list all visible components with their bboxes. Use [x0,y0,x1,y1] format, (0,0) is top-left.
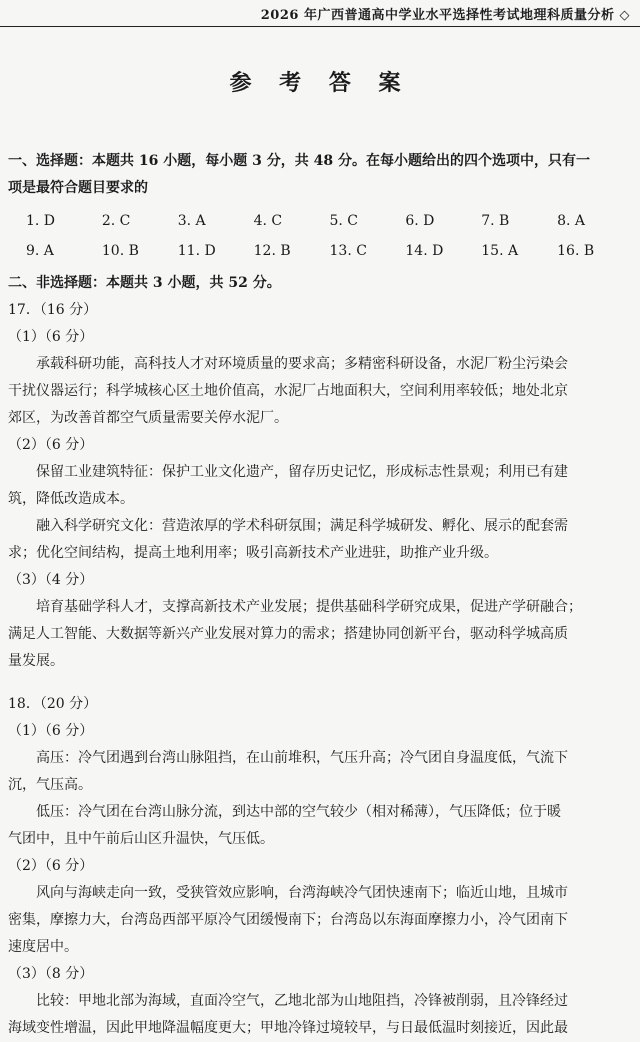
answer-14: 14. D [405,243,444,259]
answer-7: 7. B [481,213,510,229]
answer-4: 4. C [253,213,283,229]
q17-2-text: 保留工业建筑特征：保护工业文化遗产，留存历史记忆，形成标志性景观；利用已有建 [36,464,568,480]
q18-1-text: 沉，气压高。 [8,777,92,793]
answer-body [8,148,633,1042]
q17-3-title: （3）（4 分） [8,572,94,588]
q17-1-text: 承载科研功能，高科技人才对环境质量的要求高；多精密科研设备，水泥厂粉尘污染会 [36,356,568,372]
q17-2-title: （2）（6 分） [8,437,94,453]
q18-1-text: 低压：冷气团在台湾山脉分流，到达中部的空气较少（相对稀薄），气压降低；位于暖 [36,804,561,820]
answer-8: 8. A [557,213,586,229]
answer-3: 3. A [177,213,206,229]
page-title: 参 考 答 案 [229,70,411,96]
part1-heading-cont: 项是最符合题目要求的 [8,180,148,196]
answer-1: 1. D [26,213,56,229]
answer-5: 5. C [329,213,359,229]
q18-2-text: 风向与海峡走向一致，受狭管效应影响，台湾海峡冷气团快速南下；临近山地，且城市 [36,885,568,901]
part1-heading: 一、选择题：本题共 16 小题，每小题 3 分，共 48 分。在每小题给出的四个选项中，只有一 [8,153,590,169]
choice-answers [8,206,633,266]
answer-16: 16. B [557,243,595,259]
answer-15: 15. A [481,243,519,259]
answer-2: 2. C [101,213,131,229]
answer-11: 11. D [177,243,216,259]
q17-1-text: 干扰仪器运行；科学城核心区土地价值高，水泥厂占地面积大，空间利用率较低；地处北京 [8,383,568,399]
answer-9: 9. A [26,243,54,259]
q18-3-text: 比较：甲地北部为海域，直面冷空气，乙地北部为山地阻挡，冷锋被削弱，且冷锋经过 [36,993,568,1009]
q18-1-title: （1）（6 分） [8,723,94,739]
q18-1-text: 高压：冷气团遇到台湾山脉阻挡，在山前堆积，气压升高；冷气团自身温度低，气流下 [36,750,568,766]
q18-3-text: 海域变性增温，因此甲地降温幅度更大；甲地冷锋过境较早，与日最低温时刻接近，因此最 [8,1020,568,1036]
q18-title: 18．（20 分） [8,696,98,712]
q17-2-text: 融入科学研究文化：营造浓厚的学术科研氛围；满足科学城研发、孵化、展示的配套需 [36,518,568,534]
answer-10: 10. B [101,243,139,259]
q17-2-text: 求；优化空间结构，提高土地利用率；吸引高新技术产业进驻，助推产业升级。 [8,545,498,561]
q18-1-text: 气团中，且中午前后山区升温快，气压低。 [8,831,274,847]
header-title: 2026 年广西普通高中学业水平选择性考试地理科质量分析 ◇ [260,8,630,23]
q17-3-text: 满足人工智能、大数据等新兴产业发展对算力的需求；搭建协同创新平台，驱动科学城高质 [8,626,568,642]
part2-heading: 二、非选择题：本题共 3 小题，共 52 分。 [8,275,281,291]
q18-2-title: （2）（6 分） [8,858,94,874]
q18-2-text: 速度居中。 [8,939,78,955]
answer-6: 6. D [405,213,435,229]
q17-1-text: 郊区，为改善首都空气质量需要关停水泥厂。 [8,410,288,426]
q18-2-text: 密集，摩擦力大，台湾岛西部平原冷气团缓慢南下；台湾岛以东海面摩擦力小，冷气团南下 [8,912,568,928]
page-header [0,0,640,27]
answer-13: 13. C [329,243,367,259]
q17-2-text: 筑，降低改造成本。 [8,491,134,507]
q18-3-title: （3）（8 分） [8,966,94,982]
q17-3-text: 培育基础学科人才，支撑高新技术产业发展；提供基础科学研究成果，促进产学研融合； [36,599,582,615]
q17-3-text: 量发展。 [8,653,64,669]
q17-1-title: （1）（6 分） [8,329,94,345]
answer-12: 12. B [253,243,291,259]
section-gap [8,675,633,691]
q17-title: 17．（16 分） [8,302,98,318]
